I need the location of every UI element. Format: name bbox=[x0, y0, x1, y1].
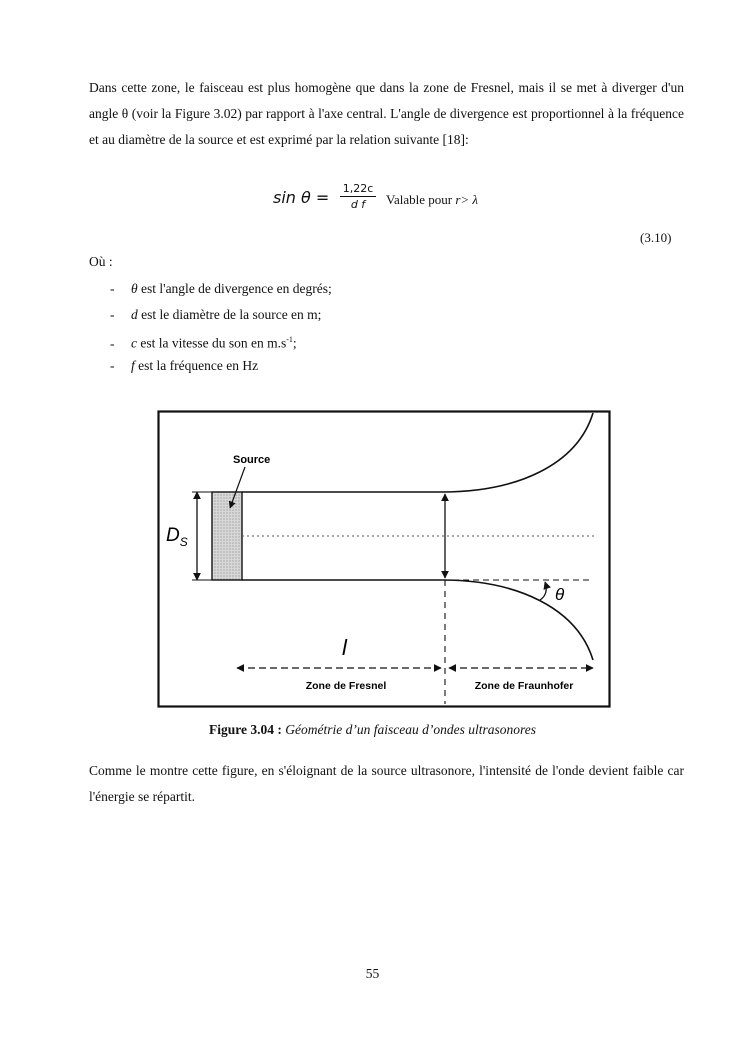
caption-title: Géométrie d’un faisceau d’ondes ultrasonores bbox=[281, 722, 536, 737]
definition-text: est la fréquence en Hz bbox=[134, 357, 259, 373]
length-label: l bbox=[342, 635, 347, 660]
definition-item-f bbox=[110, 353, 332, 379]
formula-denominator: d f bbox=[350, 198, 366, 211]
formula-lhs: sin θ = bbox=[273, 188, 330, 207]
diameter-label-main: D bbox=[166, 525, 180, 546]
paragraph-intro-text: Dans cette zone, le faisceau est plus homogène que dans la zone de Fresnel, mais il se met à diverger d'un angle θ (voir la Figure 3.02) par rapport à l'axe central. L'angle de divergence est proportionnel à la fréquence et au diamètre de la source et est exprimé par la relation suivante [18]: bbox=[89, 80, 684, 147]
paragraph-intro bbox=[89, 75, 684, 153]
zone-fraunhofer-label: Zone de Fraunhofer bbox=[474, 680, 574, 692]
paragraph-conclusion bbox=[89, 758, 684, 810]
source-label: Source bbox=[233, 454, 271, 466]
formula-condition-prefix: Valable pour bbox=[386, 192, 456, 207]
paragraph-conclusion-text: Comme le montre cette figure, en s'éloignant de la source ultrasonore, l'intensité de l'onde devient faible car l'énergie se répartit. bbox=[89, 763, 684, 804]
theta-label: θ bbox=[555, 585, 565, 604]
list-dash: - bbox=[110, 357, 115, 373]
list-dash: - bbox=[110, 281, 115, 296]
definition-item-theta bbox=[110, 276, 332, 302]
symbol-theta: θ bbox=[131, 281, 138, 296]
page-number: 55 bbox=[365, 966, 380, 981]
diameter-label-sub: S bbox=[179, 535, 188, 549]
formula-numerator: 1,22c bbox=[340, 182, 376, 197]
beam-geometry-figure bbox=[157, 410, 611, 708]
unit-exponent: -1 bbox=[286, 335, 293, 344]
definition-list bbox=[110, 276, 332, 378]
zone-fresnel-label: Zone de Fresnel bbox=[305, 680, 387, 692]
definition-suffix: ; bbox=[292, 335, 297, 351]
formula-condition-math: r> λ bbox=[455, 192, 479, 207]
definition-text: est l'angle de divergence en degrés; bbox=[137, 281, 332, 296]
formula-fraction bbox=[340, 182, 376, 211]
symbol-d: d bbox=[131, 306, 138, 322]
divergence-formula bbox=[273, 182, 533, 222]
symbol-f: f bbox=[131, 357, 135, 373]
list-dash: - bbox=[110, 335, 115, 351]
where-label: Où : bbox=[89, 254, 113, 269]
symbol-c: c bbox=[131, 335, 137, 351]
figure-caption bbox=[0, 722, 745, 738]
caption-label: Figure 3.04 : bbox=[209, 722, 282, 737]
definition-item-d bbox=[110, 302, 332, 328]
list-dash: - bbox=[110, 306, 115, 322]
equation-number: (3.10) bbox=[640, 230, 672, 245]
definition-text: est la vitesse du son en m.s bbox=[137, 335, 287, 351]
definition-text: est le diamètre de la source en m; bbox=[137, 306, 322, 322]
source-transducer bbox=[212, 492, 242, 580]
definition-item-c bbox=[110, 327, 332, 353]
formula-condition bbox=[386, 192, 478, 208]
